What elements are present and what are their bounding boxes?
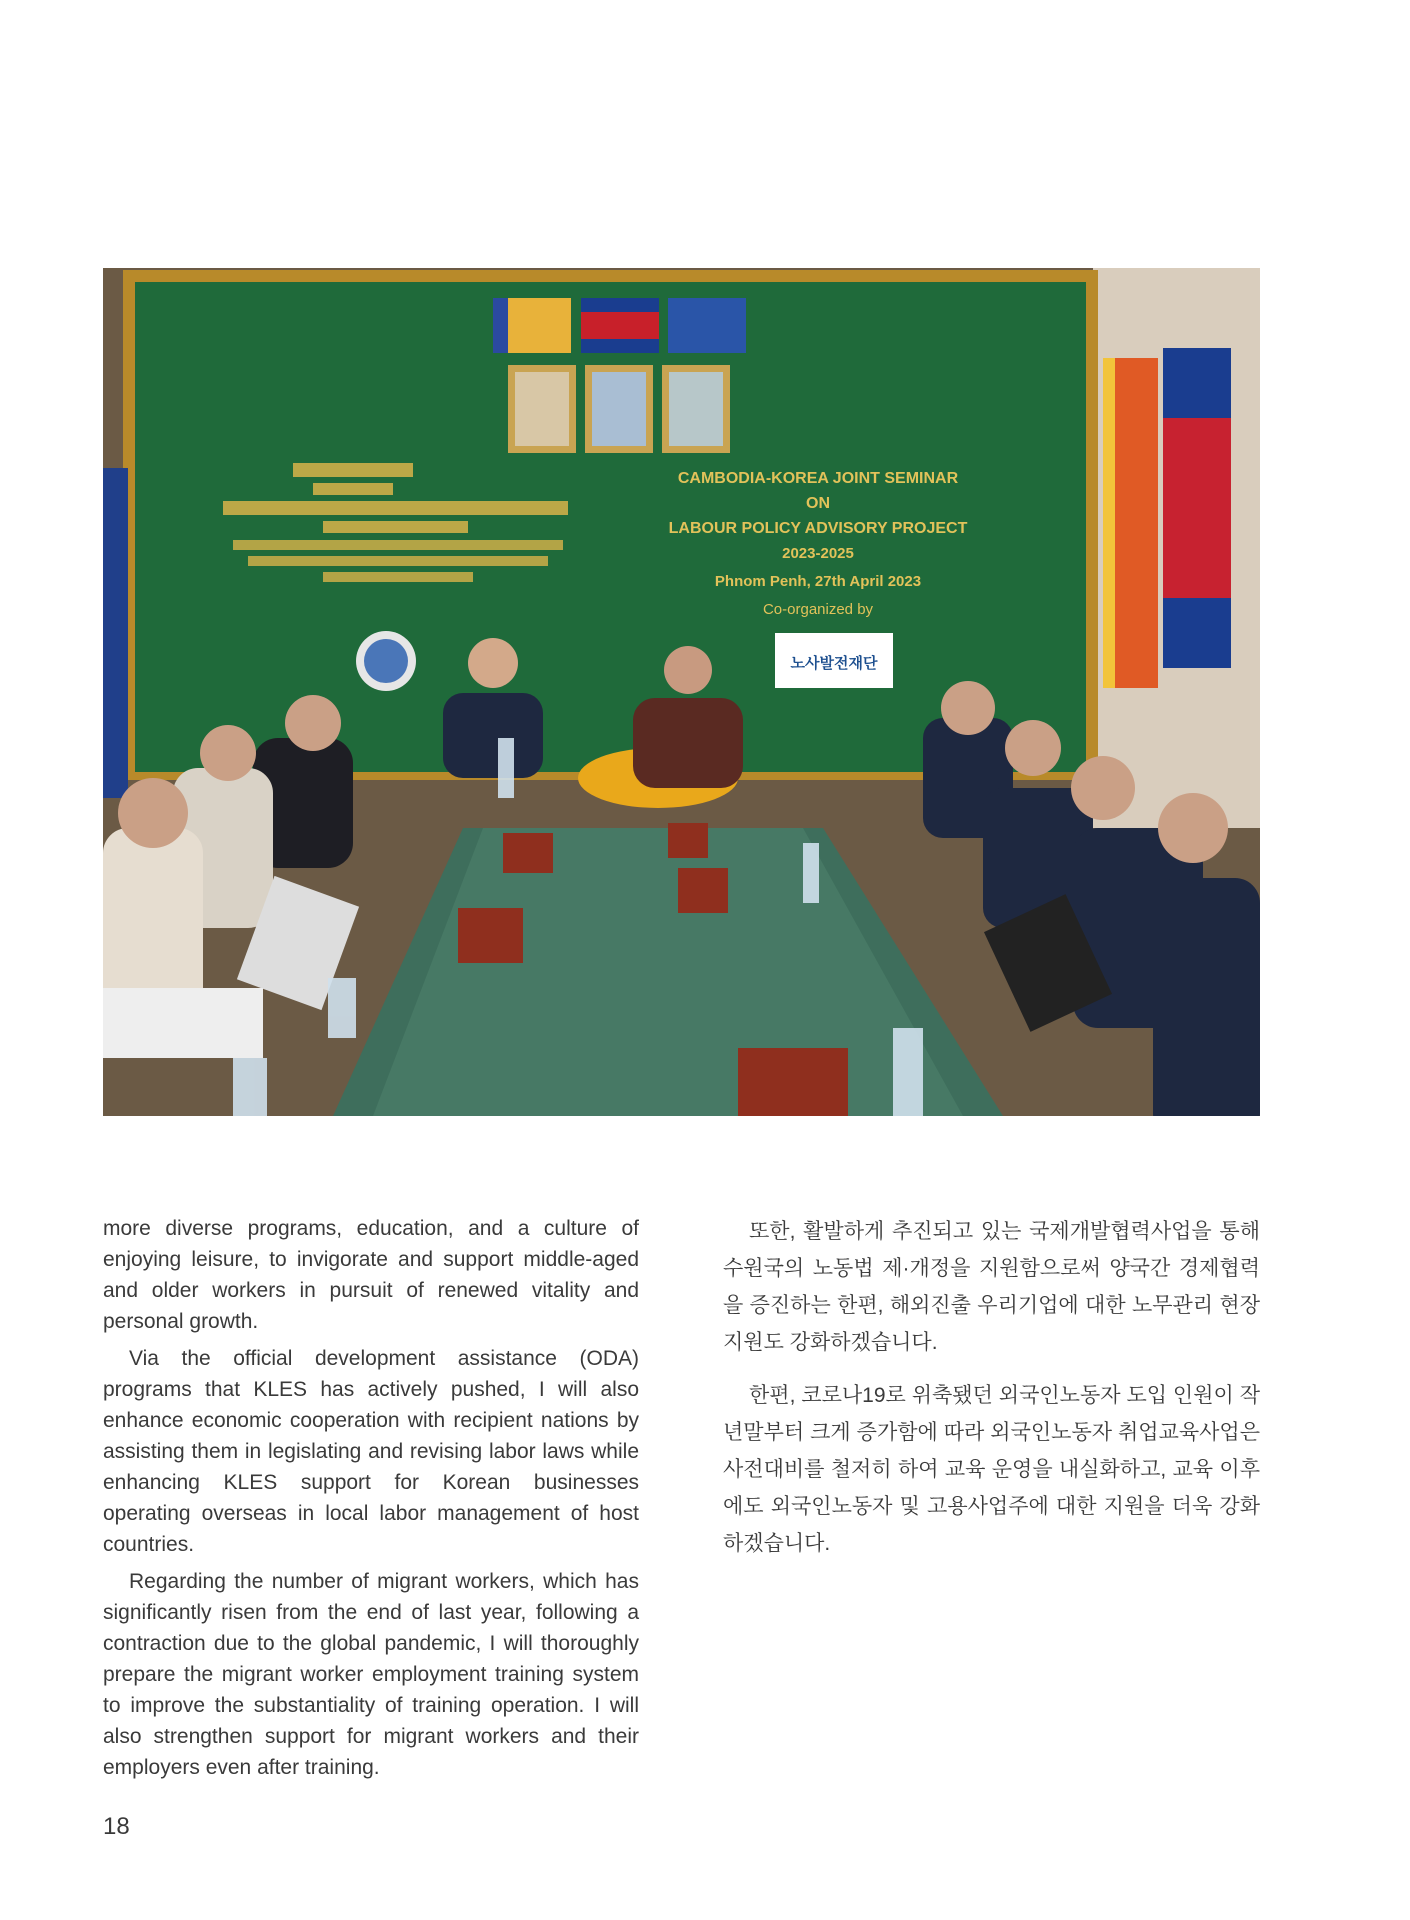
banner-line-1: CAMBODIA-KOREA JOINT SEMINAR	[677, 470, 959, 487]
banner-line-3: LABOUR POLICY ADVISORY PROJECT	[668, 520, 968, 537]
banner-line-6: Co-organized by	[762, 601, 874, 618]
banner-line-5: Phnom Penh, 27th April 2023	[714, 573, 922, 590]
banner-line-2: ON	[806, 495, 830, 512]
right-paragraph-1: 또한, 활발하게 추진되고 있는 국제개발협력사업을 통해 수원국의 노동법 제·개정을 지원함으로써 양국간 경제협력을 증진하는 한편, 해외진출 우리기업에 대한 노무관리 현장 지원도 강화하겠습니다.	[723, 1220, 1260, 1354]
page-number: 18	[103, 1813, 130, 1840]
seminar-photo	[103, 268, 1260, 1116]
left-paragraph-3: Regarding the number of migrant workers, which has significantly risen from the end of last year, following a contraction due to the global pandemic, I will thoroughly prepare the migrant worker employment training system to improve the substantiality of training operation. I will also strengthen support for migrant workers and their employers even after training.	[103, 1570, 639, 1779]
left-paragraph-2: Via the official development assistance (ODA) programs that KLES has actively pushed, I will also enhance economic cooperation with recipient nations by assisting them in legislating and revising labor laws while enhancing KLES support for Korean businesses operating overseas in local labor management of host countries.	[103, 1347, 639, 1556]
left-paragraph-1: more diverse programs, education, and a culture of enjoying leisure, to invigorate and support middle-aged and older workers in pursuit of renewed vitality and personal growth.	[103, 1217, 639, 1333]
left-column	[103, 1213, 639, 1789]
right-paragraph-2: 한편, 코로나19로 위축됐던 외국인노동자 도입 인원이 작년말부터 크게 증가함에 따라 외국인노동자 취업교육사업은 사전대비를 철저히 하여 교육 운영을 내실화하고, 교육 이후에도 외국인노동자 및 고용사업주에 대한 지원을 더욱 강화하겠습니다.	[723, 1384, 1260, 1555]
banner-line-4: 2023-2025	[782, 545, 854, 562]
right-column	[723, 1213, 1260, 1578]
kles-logo-text: 노사발전재단	[790, 654, 878, 672]
